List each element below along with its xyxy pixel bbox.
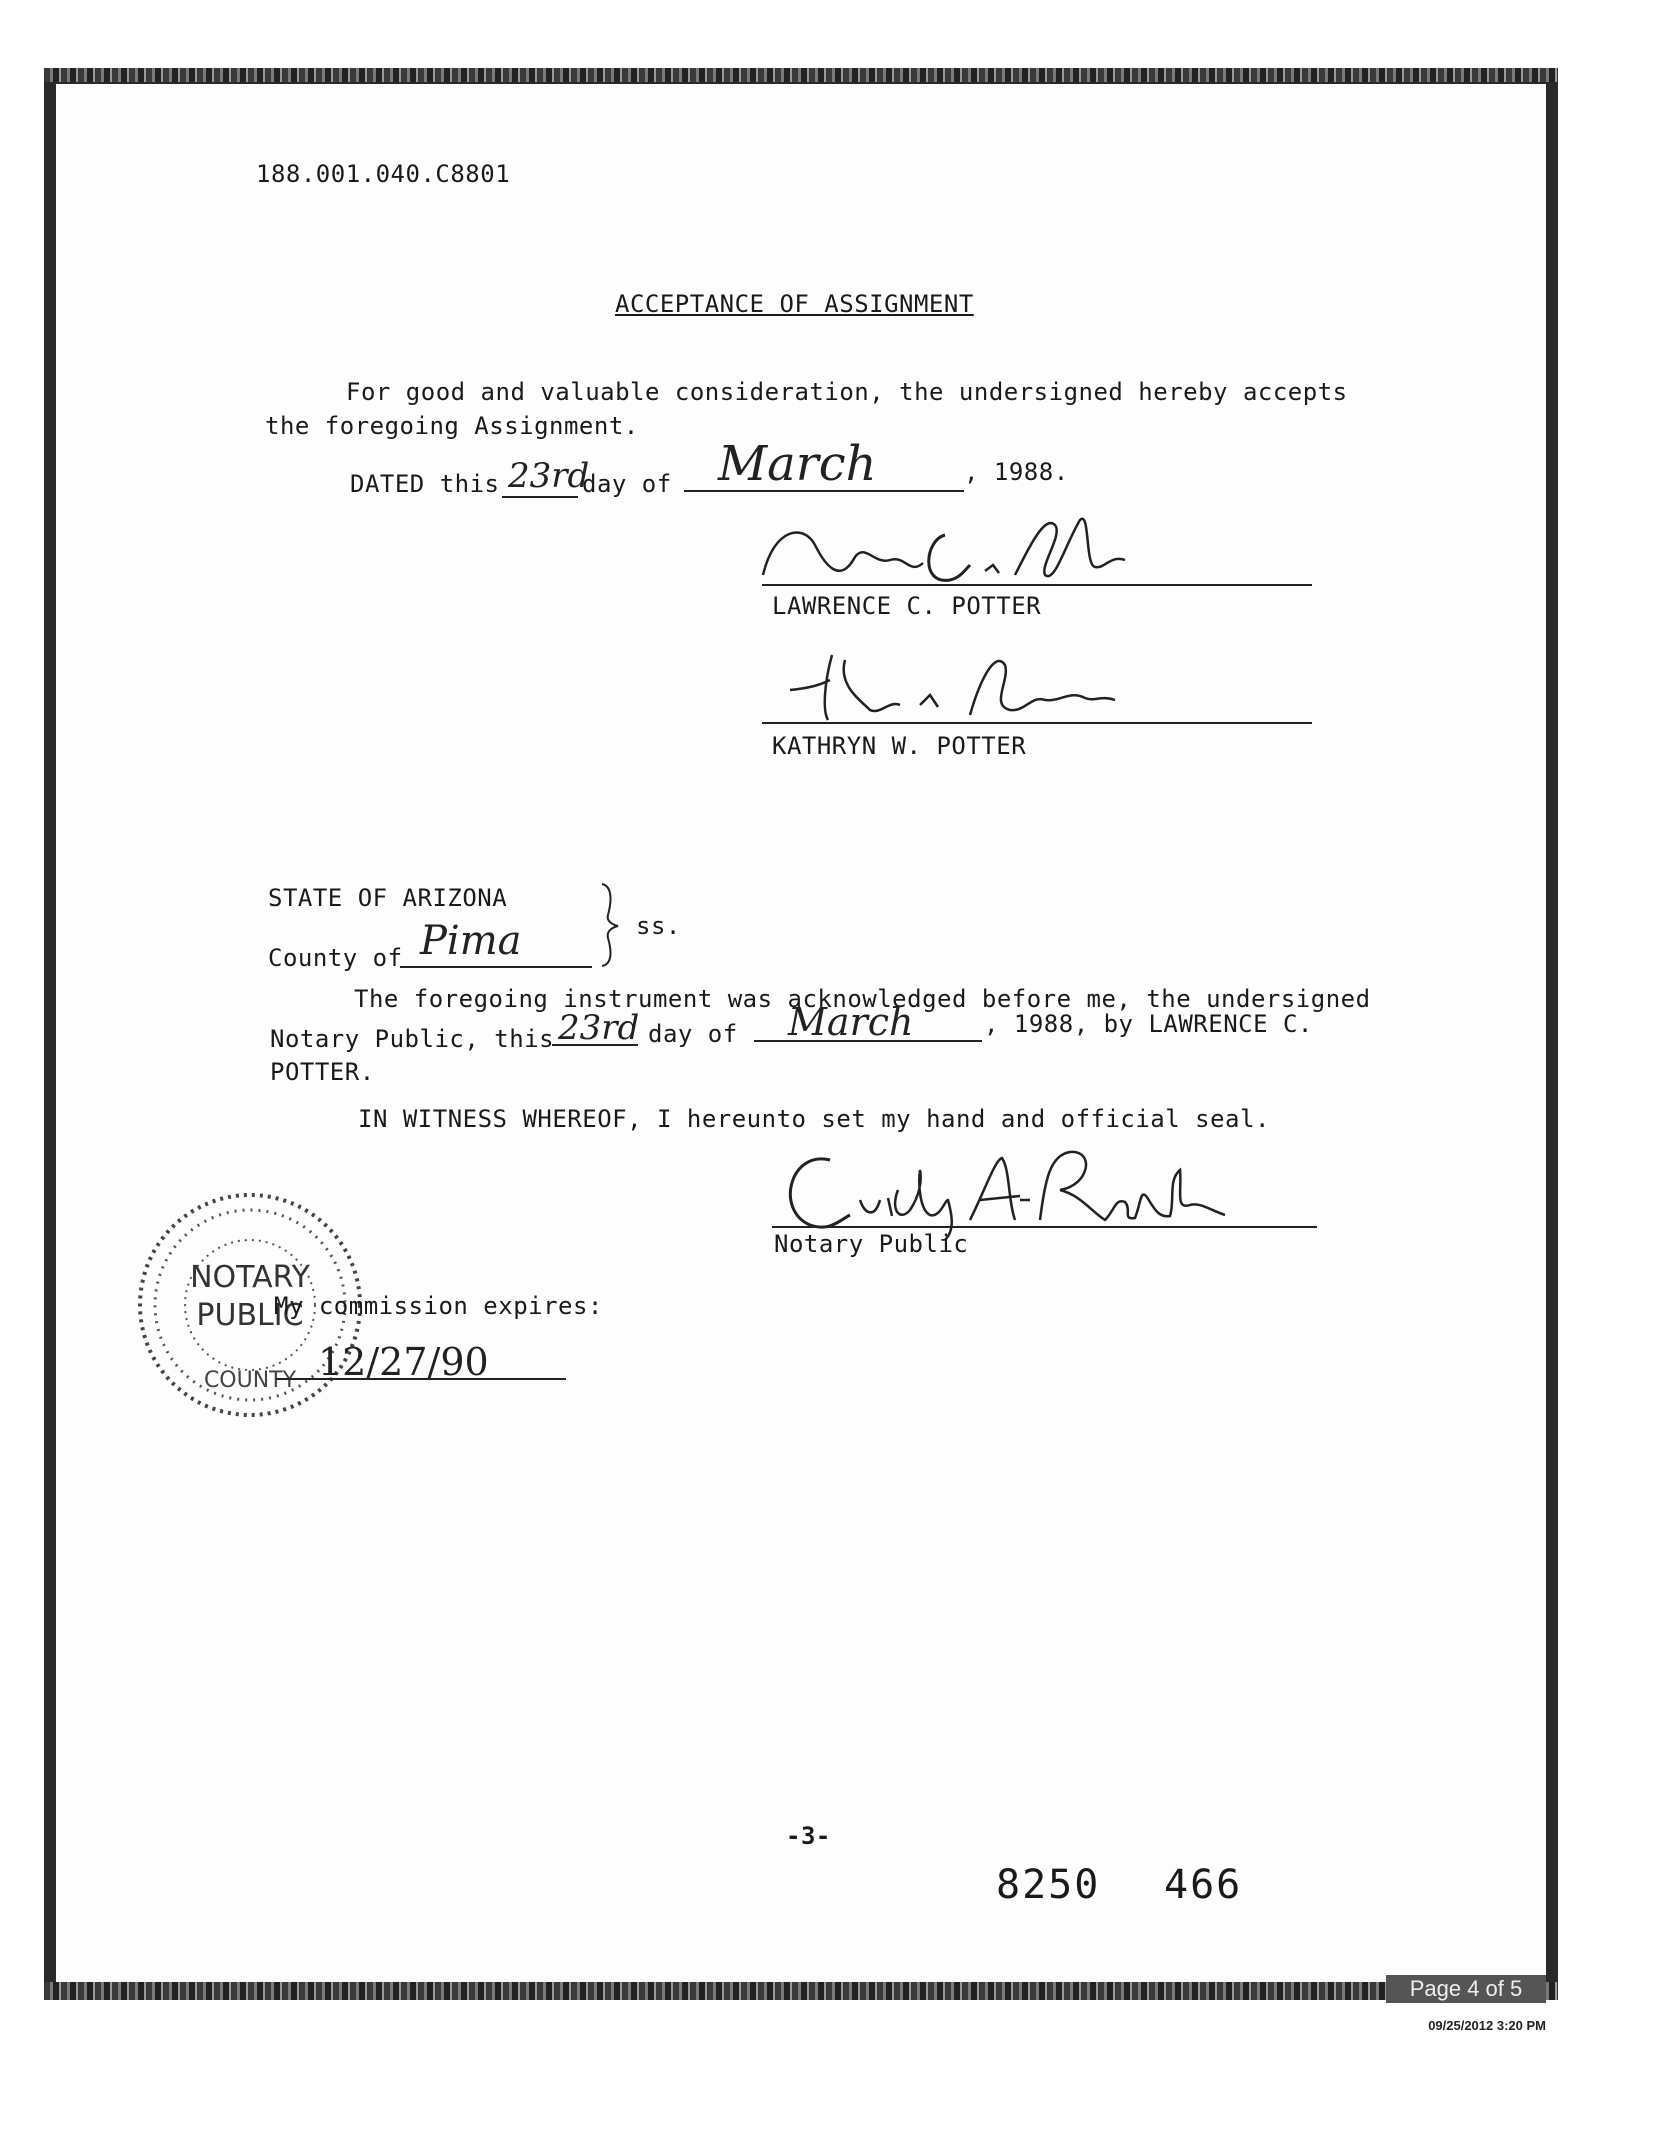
signature-kathryn-potter [770, 640, 1130, 730]
notary-public-label: Notary Public [774, 1230, 969, 1258]
acknowledgment-day-of: day of [648, 1020, 738, 1048]
county-value-handwritten: Pima [420, 918, 522, 964]
notary-signature-line [772, 1226, 1317, 1228]
dated-month-line [684, 490, 964, 492]
document-title: ACCEPTANCE OF ASSIGNMENT [615, 290, 974, 318]
acknowledgment-year-by: , 1988, by LAWRENCE C. [984, 1010, 1313, 1038]
acknowledgment-line-1: The foregoing instrument was acknowledged before me, the undersigned [354, 985, 1371, 1013]
dated-month-handwritten: March [718, 436, 877, 492]
dated-day-handwritten: 23rd [508, 456, 590, 496]
signature-line-2 [762, 722, 1312, 724]
reference-number: 188.001.040.C8801 [256, 160, 511, 188]
state-label: STATE OF ARIZONA [268, 884, 508, 912]
county-line [400, 966, 592, 968]
acknowledgment-line-3: POTTER. [270, 1058, 375, 1086]
witness-clause: IN WITNESS WHEREOF, I hereunto set my hand and official seal. [358, 1105, 1270, 1133]
paragraph-line-2: the foregoing Assignment. [265, 412, 639, 440]
commission-line [276, 1378, 566, 1380]
signature-line-1 [762, 584, 1312, 586]
brace [596, 880, 626, 970]
ss-label: ss. [636, 912, 681, 940]
svg-text:NOTARY: NOTARY [190, 1260, 310, 1295]
scan-border-bottom [44, 1982, 1558, 2000]
acknowledgment-day-handwritten: 23rd [558, 1008, 640, 1048]
svg-text:PUBLIC: PUBLIC [196, 1298, 304, 1333]
svg-text:COUNTY: COUNTY [203, 1368, 297, 1393]
signer-1-name: LAWRENCE C. POTTER [772, 592, 1042, 620]
dated-day-line [502, 496, 578, 498]
acknowledgment-month-handwritten: March [788, 1000, 914, 1044]
commission-date-handwritten: 12/27/90 [318, 1340, 489, 1384]
county-label: County of [268, 944, 403, 972]
acknowledgment-notary-text: Notary Public, this [270, 1025, 555, 1053]
signer-2-name: KATHRYN W. POTTER [772, 732, 1027, 760]
recording-number-right: 466 [1164, 1862, 1243, 1908]
acknowledgment-month-line [754, 1040, 982, 1042]
print-timestamp: 09/25/2012 3:20 PM [1428, 2018, 1546, 2033]
recording-number-left: 8250 [996, 1862, 1101, 1908]
commission-expires-label: My commission expires: [274, 1292, 603, 1320]
page-indicator: Page 4 of 5 [1386, 1975, 1546, 2003]
scan-border-top [44, 68, 1558, 82]
paragraph-line-1: For good and valuable consideration, the undersigned hereby accepts [346, 378, 1348, 406]
dated-prefix: DATED this [350, 470, 500, 498]
page-number: -3- [786, 1822, 831, 1850]
dated-mid: day of [582, 470, 672, 498]
dated-year: , 1988. [964, 458, 1069, 486]
acknowledgment-day-line [552, 1044, 638, 1046]
